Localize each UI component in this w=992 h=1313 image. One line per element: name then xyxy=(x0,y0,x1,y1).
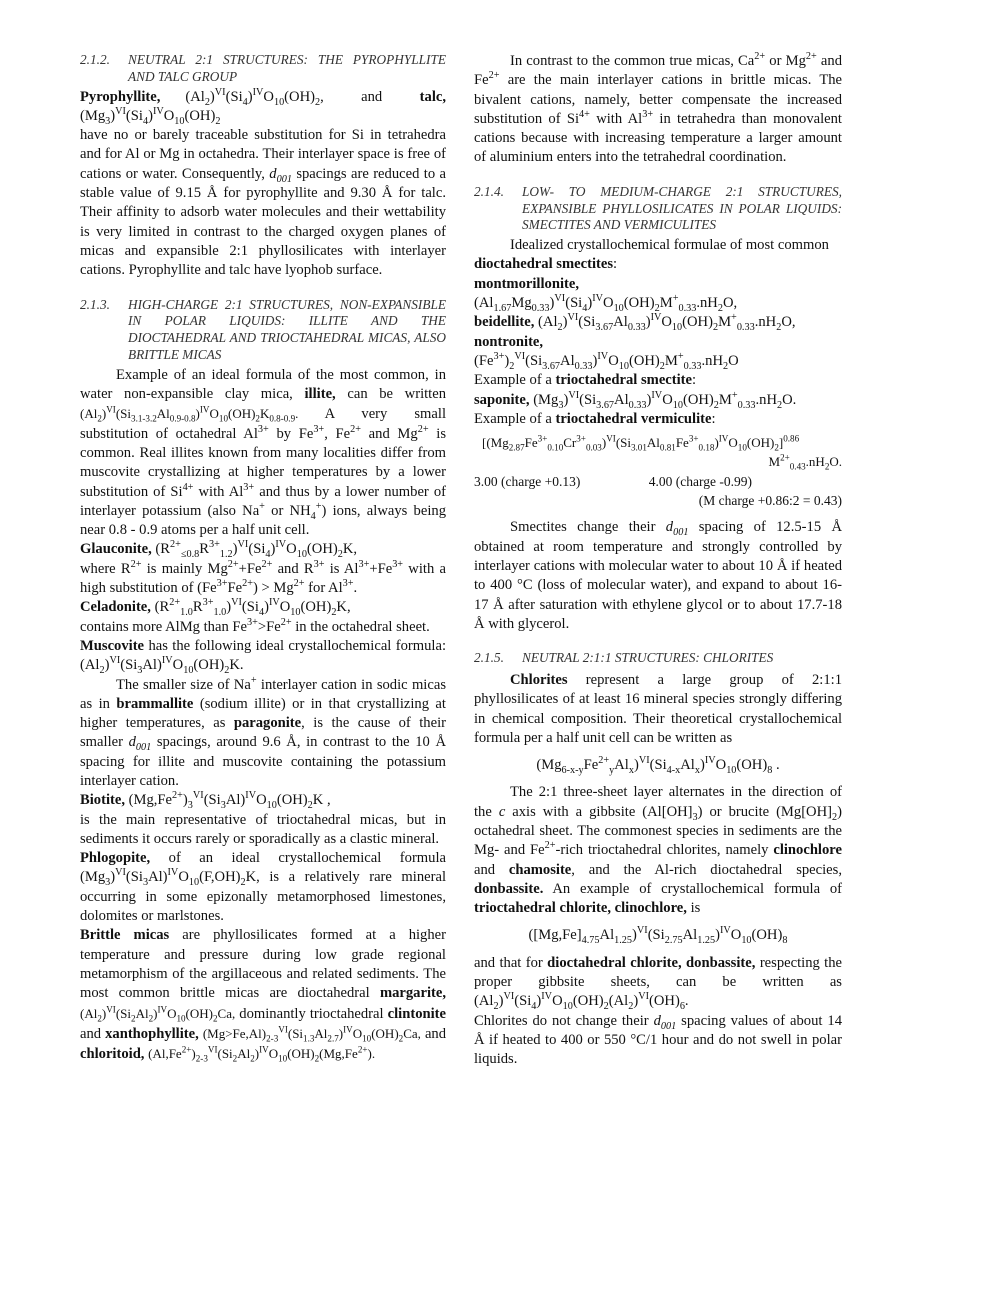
body-text: or Mg xyxy=(769,53,806,69)
body-text: -rich trioctahedral chlorites, namely xyxy=(555,842,769,859)
word-is: is xyxy=(690,900,701,917)
body-text: >Fe xyxy=(257,618,281,635)
right-column xyxy=(474,52,842,1070)
body-text: are the main interlayer cations in brittle micas. The bivalent cations, namely, better compensate the increased substitution of Si xyxy=(474,72,843,127)
body-text: is mainly Mg xyxy=(146,560,228,577)
body-text: , is the cause of their smaller xyxy=(80,715,447,751)
body-text: ) octahedral sheet. The commonest species in sediments are the Mg- and Fe xyxy=(474,803,842,859)
vermiculite-formula-cont: $M^{2+}_{0.43}.nH_2O$. xyxy=(768,453,842,473)
term-brittle-micas: Brittle micas xyxy=(80,927,170,944)
term-pyrophyllite: Pyrophyllite, xyxy=(80,88,161,105)
body-text: is the main representative of trioctahedral micas, but in sediments it occurs rarely or sporadically as a clastic mineral. xyxy=(80,811,446,847)
body-text: spacings are reduced to a stable value of 9.15 Å for pyrophyllite and 9.30 Å for talc. Their affinity to adsorb water molecules and their wettability is very limited in contrast to the charged oxygen planes of micas and expansible 2:1 phyllosilicates with interlayer cations. Pyrophyllite and talc have lyophob surface. xyxy=(80,165,446,279)
brittle-micas-paragraph: Brittle micas are phyllosilicates formed at a higher temperature and pressure during low grade regional metamorphism of the argillaceous and related sediments. The most common brittle micas are dioctahedral margarite, $(Al_2)^{VI}(Si_2Al_2)^{IV}O_{10}(OH)_2Ca$, dominantly trioctahedral clintonite and xanthophyllite, $(Mg>Fe,Al)_{2-3}^{VI}(Si_{1.3}Al_{2.7})^{IV}O_{10}(OH)_2Ca$, and chloritoid, $(Al,Fe^{2+})_{2-3}^{VI}(Si_2Al_2)^{IV}O_{10}(OH)_2(Mg,Fe^{2+})$. xyxy=(80,927,447,1064)
body-text: in the octahedral sheet. xyxy=(295,618,430,635)
body-text: Fe xyxy=(335,425,351,442)
illite-paragraph: Example of an ideal formula of the most common, in water non-expansible clay mica, illite, can be written $(Al_2)^{VI}(Si_{3.1-3.2}Al_{0.9-0.8})^{IV}O_{10}(OH)_2K_{0.8-0.9}$. A very small substitution of octahedral $Al^{3+}$ by $Fe^{3+}$, $Fe^{2+}$ and $Mg^{2+}$ is common. Real illites known from many localities differ from muscovite crystallizing at higher temperatures by a lower substitution of $Si^{4+}$ with $Al^{3+}$ and thus by a lower number of interlayer potassium (also Na+ or $NH_4^+$) ions, always being near 0.8 - 0.9 atoms per a half unit cell. xyxy=(80,366,447,539)
section-number: 2.1.3. xyxy=(80,296,110,312)
body-text: and xyxy=(424,1025,447,1042)
body-text: and that for xyxy=(474,954,543,971)
montmorillonite-line: montmorillonite, $(Al_{1.67}Mg_{0.33})^{VI}(Si_4)^{IV}O_{10}(OH)_2M^+_{0.33}.nH_2O$, xyxy=(474,275,738,314)
term-trioctahedral-smectite: trioctahedral smectite xyxy=(555,372,693,389)
term-clinochlore: clinochlore xyxy=(773,842,842,859)
body-text: and Mg xyxy=(368,425,418,442)
term-phlogopite: Phlogopite, xyxy=(80,850,151,867)
body-text: axis with a gibbsite (Al[OH] xyxy=(512,803,693,820)
body-text: In contrast to the common true micas, Ca xyxy=(510,53,755,69)
term-paragonite: paragonite xyxy=(233,715,302,732)
chlorite-general-formula: $(Mg_{6-x-y}Fe^{2+}_yAl_x)^{VI}(Si_{4-x}Al_x)^{IV}O_{10}(OH)_8$ . xyxy=(536,755,780,776)
body-text: Chlorites do not change their xyxy=(474,1012,649,1029)
term-trioctahedral-vermiculite: trioctahedral vermiculite xyxy=(555,410,712,427)
muscovite-paragraph: Muscovite has the following ideal crystallochemical formula: $(Al_2)^{VI}(Si_3Al)^{IV}O_{10}(OH)_2K$. xyxy=(80,637,446,677)
section-number: 2.1.4. xyxy=(474,183,504,199)
chlorites-structure-paragraph: The 2:1 three-sheet layer alternates in the direction of the c axis with a gibbsite $(Al[OH]_3)$ or brucite $(Mg[OH]_2)$ octahedral sheet. The commonest species in sediments are the Mg- and $Fe^{2+}$-rich trioctahedral chlorites, namely clinochlore and chamosite, and the Al-rich dioctahedral species, donbassite. An example of crystallochemical formula of trioctahedral chlorite, clinochlore, is xyxy=(474,784,842,917)
body-text: contains more AlMg than Fe xyxy=(80,618,247,635)
body-text: Example of a xyxy=(474,410,552,427)
term-biotite: Biotite, xyxy=(80,792,125,809)
glauconite-paragraph: Glauconite, $(R^{2+}_{\le 0.8}R^{3+}_{1.2})^{VI}(Si_4)^{IV}O_{10}(OH)_2K$, where $R^{2+}$ is mainly $Mg^{2+}+Fe^{2+}$ and $R^{3+}$ is $Al^{3+}+Fe^{3+}$ with a high substitution of $(Fe^{3+}Fe^{2+}) > Mg^{2+}$ for $Al^{3+}$. xyxy=(80,539,446,597)
body-text: Example of an ideal formula of the most common, in water non-expansible clay mica, xyxy=(80,366,446,403)
term-trioctahedral-chlorite: trioctahedral chlorite, clinochlore, xyxy=(474,900,687,917)
term-chlorites: Chlorites xyxy=(510,671,568,688)
term-margarite: margarite, xyxy=(379,985,446,1002)
body-text: and thus by a lower number of interlayer potassium (also Na xyxy=(80,483,446,519)
body-text: interlayer cation in sodic micas as in xyxy=(80,676,446,712)
section-number: 2.1.5. xyxy=(474,650,504,666)
body-text: are phyllosilicates formed at a higher temperature and pressure during low grade regional metamorphism of the argillaceous and related sediments. The most common brittle micas are dioctahedral xyxy=(80,927,446,1002)
smectites-formulae-paragraph xyxy=(474,236,842,275)
body-text: (sodium illite) or in that crystallizing at higher temperatures, as xyxy=(80,695,446,732)
section-heading-2-1-5 xyxy=(474,650,842,667)
term-dioctahedral-chlorite: dioctahedral chlorite, donbassite, xyxy=(547,954,756,971)
section-heading-2-1-3 xyxy=(80,297,446,364)
body-text: have no or barely traceable substitution for Si in tetrahedra and for Al or Mg in octahedra. Their interlayer space is free of cations or water. Consequently, xyxy=(80,127,446,182)
chlorites-spacing-paragraph: Chlorites do not change their $d_{001}$ spacing values of about 14 Å if heated to 400 or 550 °C/1 hour and do not swell in polar liquids. xyxy=(474,1012,842,1068)
body-text: spacing values of about 14 Å if heated to 400 or 550 °C/1 hour and do not swell in polar liquids. xyxy=(474,1012,842,1068)
body-text: has the following ideal crystallochemical formula: xyxy=(148,637,446,654)
trioctahedral-smectite-line: Example of a trioctahedral smectite: xyxy=(474,372,697,389)
m-charge: (M charge +0.86:2 = 0.43) xyxy=(698,493,842,509)
body-text: with Al xyxy=(198,483,244,500)
body-text: respecting the proper gibbsite sheets, can be written as xyxy=(474,954,843,991)
d001-symbol: d xyxy=(269,165,277,182)
sodic-micas-paragraph: The smaller size of Na+ interlayer cation in sodic micas as in brammallite (sodium illite) or in that crystallizing at higher temperatures, as paragonite, is the cause of their smaller $d_{001}$ spacings, around 9.6 Å, in contrast to the 10 Å spacing for illite and muscovite containing the potassium interlayer cation. xyxy=(80,674,447,789)
body-text: and R xyxy=(277,560,314,577)
body-text: in tetrahedra than monovalent cations because with increasing temperature a larger amount of aluminium enters into the tetrahedral coordination. xyxy=(474,110,842,166)
donbassite-paragraph: and that for dioctahedral chlorite, donbassite, respecting the proper gibbsite sheets, can be written as $(Al_2)^{VI}(Si_4)^{IV}O_{10}(OH)_2(Al_2)^{VI}(OH)_6$. xyxy=(474,954,843,1013)
nontronite-line: nontronite, $(Fe^{3+})_2^{VI}(Si_{3.67}Al_{0.33})^{IV}O_{10}(OH)_2M^+_{0.33}.nH_2O$ xyxy=(474,333,739,372)
term-glauconite: Glauconite, xyxy=(80,541,152,558)
body-text: represent a large group of 2:1:1 phyllosilicates of at least 16 mineral species strongly differing in chemical composition. Their theoretical crystallochemical formula per a half unit cell can be written as xyxy=(474,671,842,746)
charge-values xyxy=(474,472,842,491)
body-text: of an ideal crystallochemical formula xyxy=(168,850,446,867)
body-text: The smaller size of Na xyxy=(116,676,251,693)
body-text: ) ions, always being near 0.8 - 0.9 atoms per a half unit cell. xyxy=(80,502,446,539)
body-text: ) or brucite (Mg[OH] xyxy=(697,803,832,820)
term-muscovite: Muscovite xyxy=(80,637,145,654)
biotite-paragraph: Biotite, $(Mg,Fe^{2+})_3^{VI}(Si_3Al)^{IV}O_{10}(OH)_2K$ , is the main representative of trioctahedral micas, but in sediments it occurs rarely or sporadically as a clastic mineral. xyxy=(80,790,446,847)
colon: : xyxy=(613,256,618,273)
section-heading-2-1-4 xyxy=(474,184,842,234)
body-text: is common. Real illites known from many localities differ from muscovite crystallizing at higher temperatures by a lower substitution of Si xyxy=(80,425,446,500)
body-text: Fe xyxy=(227,580,243,597)
section-number: 2.1.2. xyxy=(80,52,110,67)
body-text: Smectites change their xyxy=(510,519,656,536)
left-column xyxy=(80,52,446,1064)
term-nontronite: nontronite, xyxy=(474,333,544,350)
body-text: where R xyxy=(80,560,131,577)
body-text: is a relatively rare mineral occurring in some epizonally metamorphosed limestones, dolomites or marlstones. xyxy=(80,869,446,925)
smectite-spacing-paragraph: Smectites change their $d_{001}$ spacing of 12.5-15 Å obtained at room temperature and strongly controlled by interlayer cations with molecular water to about 10 Å if heated to 400 °C (loss of molecular water), and expand to about 16-17 Å after saturation with ethylene glycol or to about 17.7-18 Å with glycerol. xyxy=(474,519,842,632)
body-text: dominantly trioctahedral xyxy=(239,1005,384,1022)
term-donbassite: donbassite. xyxy=(474,880,544,897)
term-saponite: saponite, xyxy=(474,391,530,408)
term-talc: talc, xyxy=(419,88,446,105)
body-text: for Al xyxy=(308,580,343,597)
body-text: is Al xyxy=(329,560,359,577)
body-text: An example of crystallochemical formula of xyxy=(552,880,842,897)
pyrophyllite-talc-paragraph: Pyrophyllite, $(Al_2)^{VI}(Si_4)^{IV}O_{10}(OH)_2$, and talc, $(Mg_3)^{VI}(Si_4)^{IV}O_{10}(OH)_2$ have no or barely traceable substitution for Si in tetrahedra and for Al or Mg in octahedra. Their interlayer space is free of cations or water. Consequently, $d_{001}$ spacings are reduced to a stable value of 9.15 Å for pyrophyllite and 9.30 Å for talc. Their affinity to adsorb water molecules and their wettability is very limited in contrast to the charged oxygen planes of micas and expansible 2:1 phyllosilicates with interlayer cations. Pyrophyllite and talc have lyophob surface. xyxy=(80,86,446,279)
clinochlore-formula: $([Mg,Fe]_{4.75}Al_{1.25})^{VI}(Si_{2.75}Al_{1.25})^{IV}O_{10}(OH)_8$ xyxy=(528,925,788,947)
term-illite: illite, xyxy=(304,386,336,403)
term-montmorillonite: montmorillonite, xyxy=(474,275,579,292)
c-axis-symbol: c xyxy=(498,803,506,820)
term-chamosite: chamosite xyxy=(508,861,572,878)
body-text: ) > Mg xyxy=(252,580,294,597)
body-text: with a high substitution of (Fe xyxy=(80,560,446,597)
body-text: and Fe xyxy=(474,53,842,89)
body-text: by Fe xyxy=(276,425,314,442)
body-text: can be written xyxy=(347,386,447,403)
body-text: spacings, around 9.6 Å, in contrast to the 10 Å spacing for illite and muscovite containing the potassium interlayer cation. xyxy=(80,734,446,789)
term-dioctahedral-smectites: dioctahedral smectites xyxy=(474,256,614,273)
section-title: HIGH-CHARGE 2:1 STRUCTURES, NON-EXPANSIBLE IN POLAR LIQUIDS: ILLITE AND THE DIOCTAHEDRAL AND TRIOCTAHEDRAL MICAS, ALSO BRITTLE MICAS xyxy=(128,296,446,362)
word-and: and xyxy=(474,861,496,878)
term-brammallite: brammallite xyxy=(116,695,194,712)
vermiculite-formula: $[(Mg_{2.87}Fe^{3+}_{0.10}Cr^{3+}_{0.03})^{VI}(Si_{3.01}Al_{0.81}Fe^{3+}_{0.18})^{IV}O_{10}(OH)_2]^{0.86}$ xyxy=(482,433,800,453)
section-title: NEUTRAL 2:1:1 STRUCTURES: CHLORITES xyxy=(522,650,774,666)
saponite-line: saponite, $(Mg_3)^{VI}(Si_{3.67}Al_{0.33})^{IV}O_{10}(OH)_2M^+_{0.33}.nH_2O$. xyxy=(474,389,797,411)
body-text: A very small substitution of octahedral Al xyxy=(80,406,446,442)
body-text: Example of a xyxy=(474,372,552,389)
body-text: or NH xyxy=(271,502,311,519)
body-text: +Fe xyxy=(238,560,262,577)
section-heading-2-1-2 xyxy=(80,52,446,86)
body-text: with Al xyxy=(596,110,643,127)
beidellite-line: beidellite, $(Al_2)^{VI}(Si_{3.67}Al_{0.33})^{IV}O_{10}(OH)_2M^+_{0.33}.nH_2O$, xyxy=(474,312,796,334)
body-text: +Fe xyxy=(369,560,393,577)
body-text: and xyxy=(80,1025,102,1042)
body-text: spacing of 12.5-15 Å obtained at room temperature and strongly controlled by interlayer cations with molecular water to about 10 Å if heated to 400 °C (loss of molecular water), and expand to about 16-17 Å after saturation with ethylene glycol or to about 17.7-18 Å with glycerol. xyxy=(474,519,842,632)
term-xanthophyllite: xanthophyllite, xyxy=(105,1025,199,1042)
term-clintonite: clintonite xyxy=(387,1005,446,1022)
brittle-micas-cations-paragraph: In contrast to the common true micas, $Ca^{2+}$ or $Mg^{2+}$ and $Fe^{2+}$ are the main interlayer cations in brittle micas. The bivalent cations, namely, better compensate the increased substitution of $Si^{4+}$ with $Al^{3+}$ in tetrahedra than monovalent cations because with increasing temperature a larger amount of aluminium enters into the tetrahedral coordination. xyxy=(474,51,843,166)
section-title: NEUTRAL 2:1 STRUCTURES: THE PYROPHYLLITE AND TALC GROUP xyxy=(128,52,446,84)
charge-octahedral: 3.00 (charge +0.13) xyxy=(474,473,581,489)
section-title: LOW- TO MEDIUM-CHARGE 2:1 STRUCTURES, EXPANSIBLE PHYLLOSILICATES IN POLAR LIQUIDS: SMECTITES AND VERMICULITES xyxy=(522,183,842,233)
word-and: and xyxy=(361,88,383,105)
term-chloritoid: chloritoid, xyxy=(80,1046,145,1063)
phlogopite-paragraph: Phlogopite, of an ideal crystallochemical formula $(Mg_3)^{VI}(Si_3Al)^{IV}O_{10}(F,OH)_2K$, is a relatively rare mineral occurring in some epizonally metamorphosed limestones, dolomites or marlstones. xyxy=(80,850,446,925)
term-celadonite: Celadonite, xyxy=(80,599,151,616)
term-beidellite: beidellite, xyxy=(474,314,535,331)
chlorites-intro-paragraph xyxy=(474,671,842,748)
celadonite-paragraph: Celadonite, $(R^{2+}_{1.0}R^{3+}_{1.0})^{VI}(Si_4)^{IV}O_{10}(OH)_2K$, contains more AlMg than $Fe^{3+}>Fe^{2+}$ in the octahedral sheet. xyxy=(80,597,430,635)
body-text: , and the Al-rich dioctahedral species, xyxy=(571,861,842,878)
body-text: The 2:1 three-sheet layer alternates in the direction of the xyxy=(474,784,842,820)
trioctahedral-vermiculite-line: Example of a trioctahedral vermiculite: xyxy=(474,410,716,427)
body-text: Idealized crystallochemical formulae of most common xyxy=(510,237,829,254)
charge-tetrahedral: 4.00 (charge -0.99) xyxy=(648,473,752,489)
